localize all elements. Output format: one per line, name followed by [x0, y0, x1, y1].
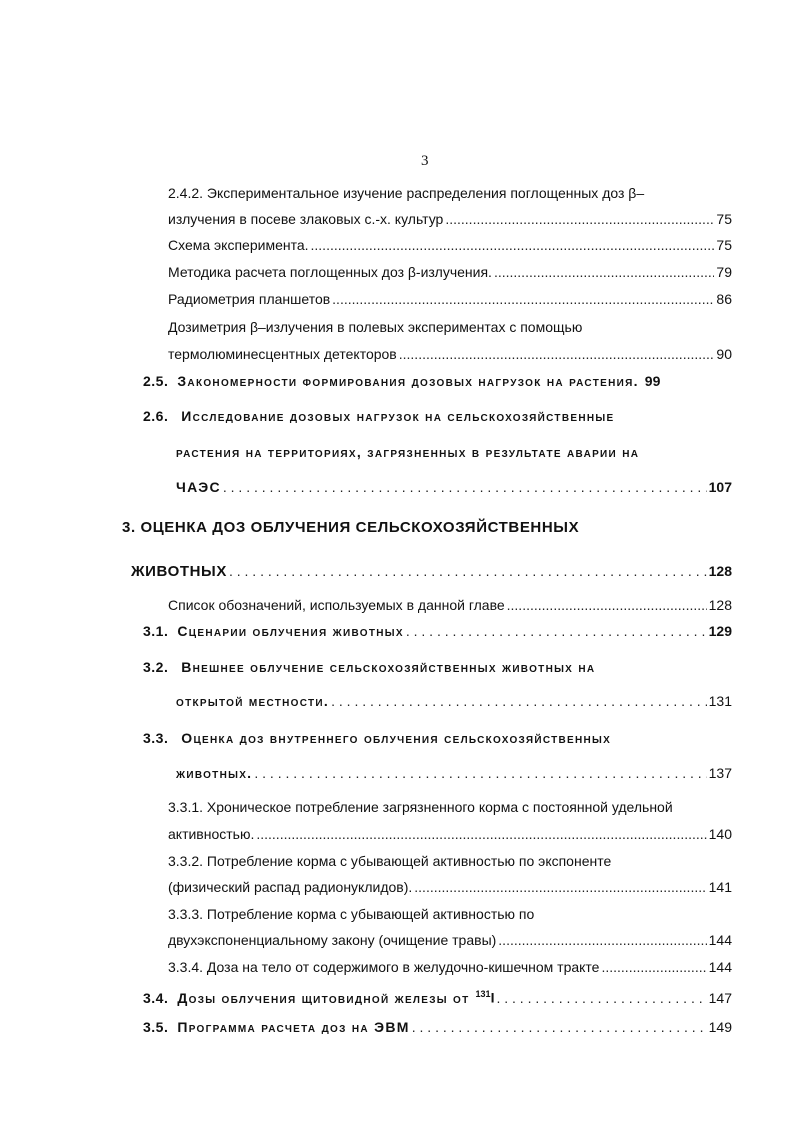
- dot-leader: [601, 958, 706, 976]
- section-title: Исследование дозовых нагрузок на сельскохозяйственные: [181, 408, 615, 424]
- toc-section-3-4[interactable]: [143, 985, 732, 1007]
- toc-section-3-5[interactable]: [143, 1018, 732, 1036]
- section-title: Оценка доз внутреннего облучения сельскохозяйственных: [181, 730, 612, 746]
- dot-leader: [494, 263, 714, 281]
- section-title: открытой местности.: [176, 693, 330, 709]
- section-title: животных.: [176, 765, 253, 781]
- section-title: Закономерности формирования дозовых нагрузок на растения.: [177, 373, 639, 389]
- toc-page-number: 144: [708, 959, 732, 975]
- toc-entry-radiometry[interactable]: [168, 290, 732, 308]
- section-number: 2.6.: [143, 408, 169, 424]
- dot-leader: [311, 236, 715, 254]
- toc-entry-3-3-3[interactable]: [168, 931, 732, 949]
- toc-page-number: 131: [708, 693, 732, 709]
- toc-section-3-2[interactable]: [176, 692, 732, 710]
- toc-section-3-1[interactable]: [143, 622, 732, 640]
- toc-entry-dosimetry-line1: Дозиметрия β–излучения в полевых экспериментах с помощью: [168, 319, 583, 335]
- toc-entry-title: (физический распад радионуклидов).: [168, 879, 413, 895]
- section-title: Внешнее облучение сельскохозяйственных животных на: [181, 659, 596, 675]
- toc-page-number: 140: [708, 826, 732, 842]
- dot-leader: [445, 210, 714, 228]
- toc-section-2-5[interactable]: [143, 372, 732, 390]
- dot-leader: [399, 345, 715, 363]
- isotope-symbol: I: [490, 989, 495, 1006]
- toc-entry-notation[interactable]: [168, 596, 732, 614]
- section-title: ЧАЭС: [176, 479, 221, 495]
- section-number: 3.4.: [143, 989, 169, 1006]
- toc-entry-title: излучения в посеве злаковых с.-х. культур: [168, 211, 444, 227]
- toc-page-number: 147: [708, 989, 732, 1006]
- toc-chapter-3[interactable]: [131, 562, 732, 581]
- toc-page-number: 128: [708, 563, 732, 579]
- chapter-title: ЖИВОТНЫХ: [131, 563, 227, 580]
- toc-entry-scheme[interactable]: [168, 236, 732, 254]
- toc-section-2-6[interactable]: [176, 478, 732, 496]
- section-number: 3.2.: [143, 659, 169, 675]
- dot-leader: [496, 989, 706, 1007]
- toc-entry-title: Список обозначений, используемых в данной главе: [168, 597, 505, 613]
- toc-page-number: 75: [716, 237, 732, 253]
- page-number: 3: [421, 153, 429, 169]
- toc-page-number: 75: [716, 211, 732, 227]
- section-number: 3.3.: [143, 730, 169, 746]
- toc-entry-title: 3.3.4. Доза на тело от содержимого в желудочно-кишечном тракте: [168, 959, 600, 975]
- toc-entry-2-4-2[interactable]: [168, 210, 732, 228]
- toc-entry-3-3-1[interactable]: [168, 825, 732, 843]
- toc-section-3-2-line1: [143, 658, 595, 676]
- section-number: 3.5.: [143, 1019, 169, 1035]
- toc-page-number: 149: [708, 1019, 732, 1035]
- toc-page-number: 79: [716, 264, 732, 280]
- toc-page-number: 99: [644, 373, 661, 389]
- dot-leader: [498, 931, 706, 949]
- toc-page-number: 90: [716, 346, 732, 362]
- dot-leader: [332, 290, 714, 308]
- toc-page-number: 107: [708, 479, 732, 495]
- toc-section-2-6-line2: растения на территориях, загрязненных в результате аварии на: [176, 444, 640, 460]
- dot-leader: [223, 478, 707, 496]
- toc-entry-3-3-2-line1: 3.3.2. Потребление корма с убывающей активностью по экспоненте: [168, 853, 612, 869]
- dot-leader: [254, 764, 706, 782]
- toc-page-number: 86: [716, 291, 732, 307]
- dot-leader: [412, 1018, 707, 1036]
- toc-page-number: 141: [708, 879, 732, 895]
- toc-page-number: 137: [708, 765, 732, 781]
- toc-section-3-3[interactable]: [176, 764, 732, 782]
- section-title: Программа расчета доз на ЭВМ: [177, 1019, 410, 1035]
- section-number: 2.5.: [143, 373, 169, 389]
- dot-leader: [256, 825, 706, 843]
- chapter-3-title-line1: 3. ОЦЕНКА ДОЗ ОБЛУЧЕНИЯ СЕЛЬСКОХОЗЯЙСТВЕННЫХ: [122, 519, 580, 536]
- toc-entry-3-3-3-line1: 3.3.3. Потребление корма с убывающей активностью по: [168, 906, 535, 922]
- toc-entry-3-3-2[interactable]: [168, 878, 732, 896]
- toc-section-3-3-line1: [143, 729, 611, 747]
- toc-page-number: 128: [708, 597, 732, 613]
- toc-entry-title: двухэкспоненциальному закону (очищение травы): [168, 932, 497, 948]
- toc-entry-title: Методика расчета поглощенных доз β-излучения.: [168, 264, 492, 280]
- dot-leader: [229, 562, 707, 580]
- toc-page-number: 129: [708, 623, 732, 639]
- toc-entry-method[interactable]: [168, 263, 732, 281]
- section-title: Дозы облучения щитовидной железы от: [177, 989, 470, 1006]
- toc-entry-title: активностью.: [168, 826, 255, 842]
- toc-section-2-6-line1: [143, 407, 614, 425]
- section-number: 3.1.: [143, 623, 169, 639]
- isotope-label: [476, 985, 495, 1007]
- section-title: Сценарии облучения животных: [177, 623, 404, 639]
- toc-entry-dosimetry[interactable]: [168, 345, 732, 363]
- toc-entry-2-4-2-line1: 2.4.2. Экспериментальное изучение распределения поглощенных доз β–: [168, 185, 645, 201]
- dot-leader: [331, 692, 707, 710]
- toc-entry-3-3-4[interactable]: [168, 958, 732, 976]
- dot-leader: [507, 596, 707, 614]
- toc-entry-title: термолюминесцентных детекторов: [168, 346, 397, 362]
- toc-entry-3-3-1-line1: 3.3.1. Хроническое потребление загрязненного корма с постоянной удельной: [168, 799, 673, 815]
- isotope-mass-number: 131: [475, 989, 491, 999]
- dot-leader: [414, 878, 706, 896]
- toc-page-number: 144: [708, 932, 732, 948]
- dot-leader: [406, 622, 707, 640]
- toc-entry-title: Схема эксперимента.: [168, 237, 309, 253]
- toc-entry-title: Радиометрия планшетов: [168, 291, 331, 307]
